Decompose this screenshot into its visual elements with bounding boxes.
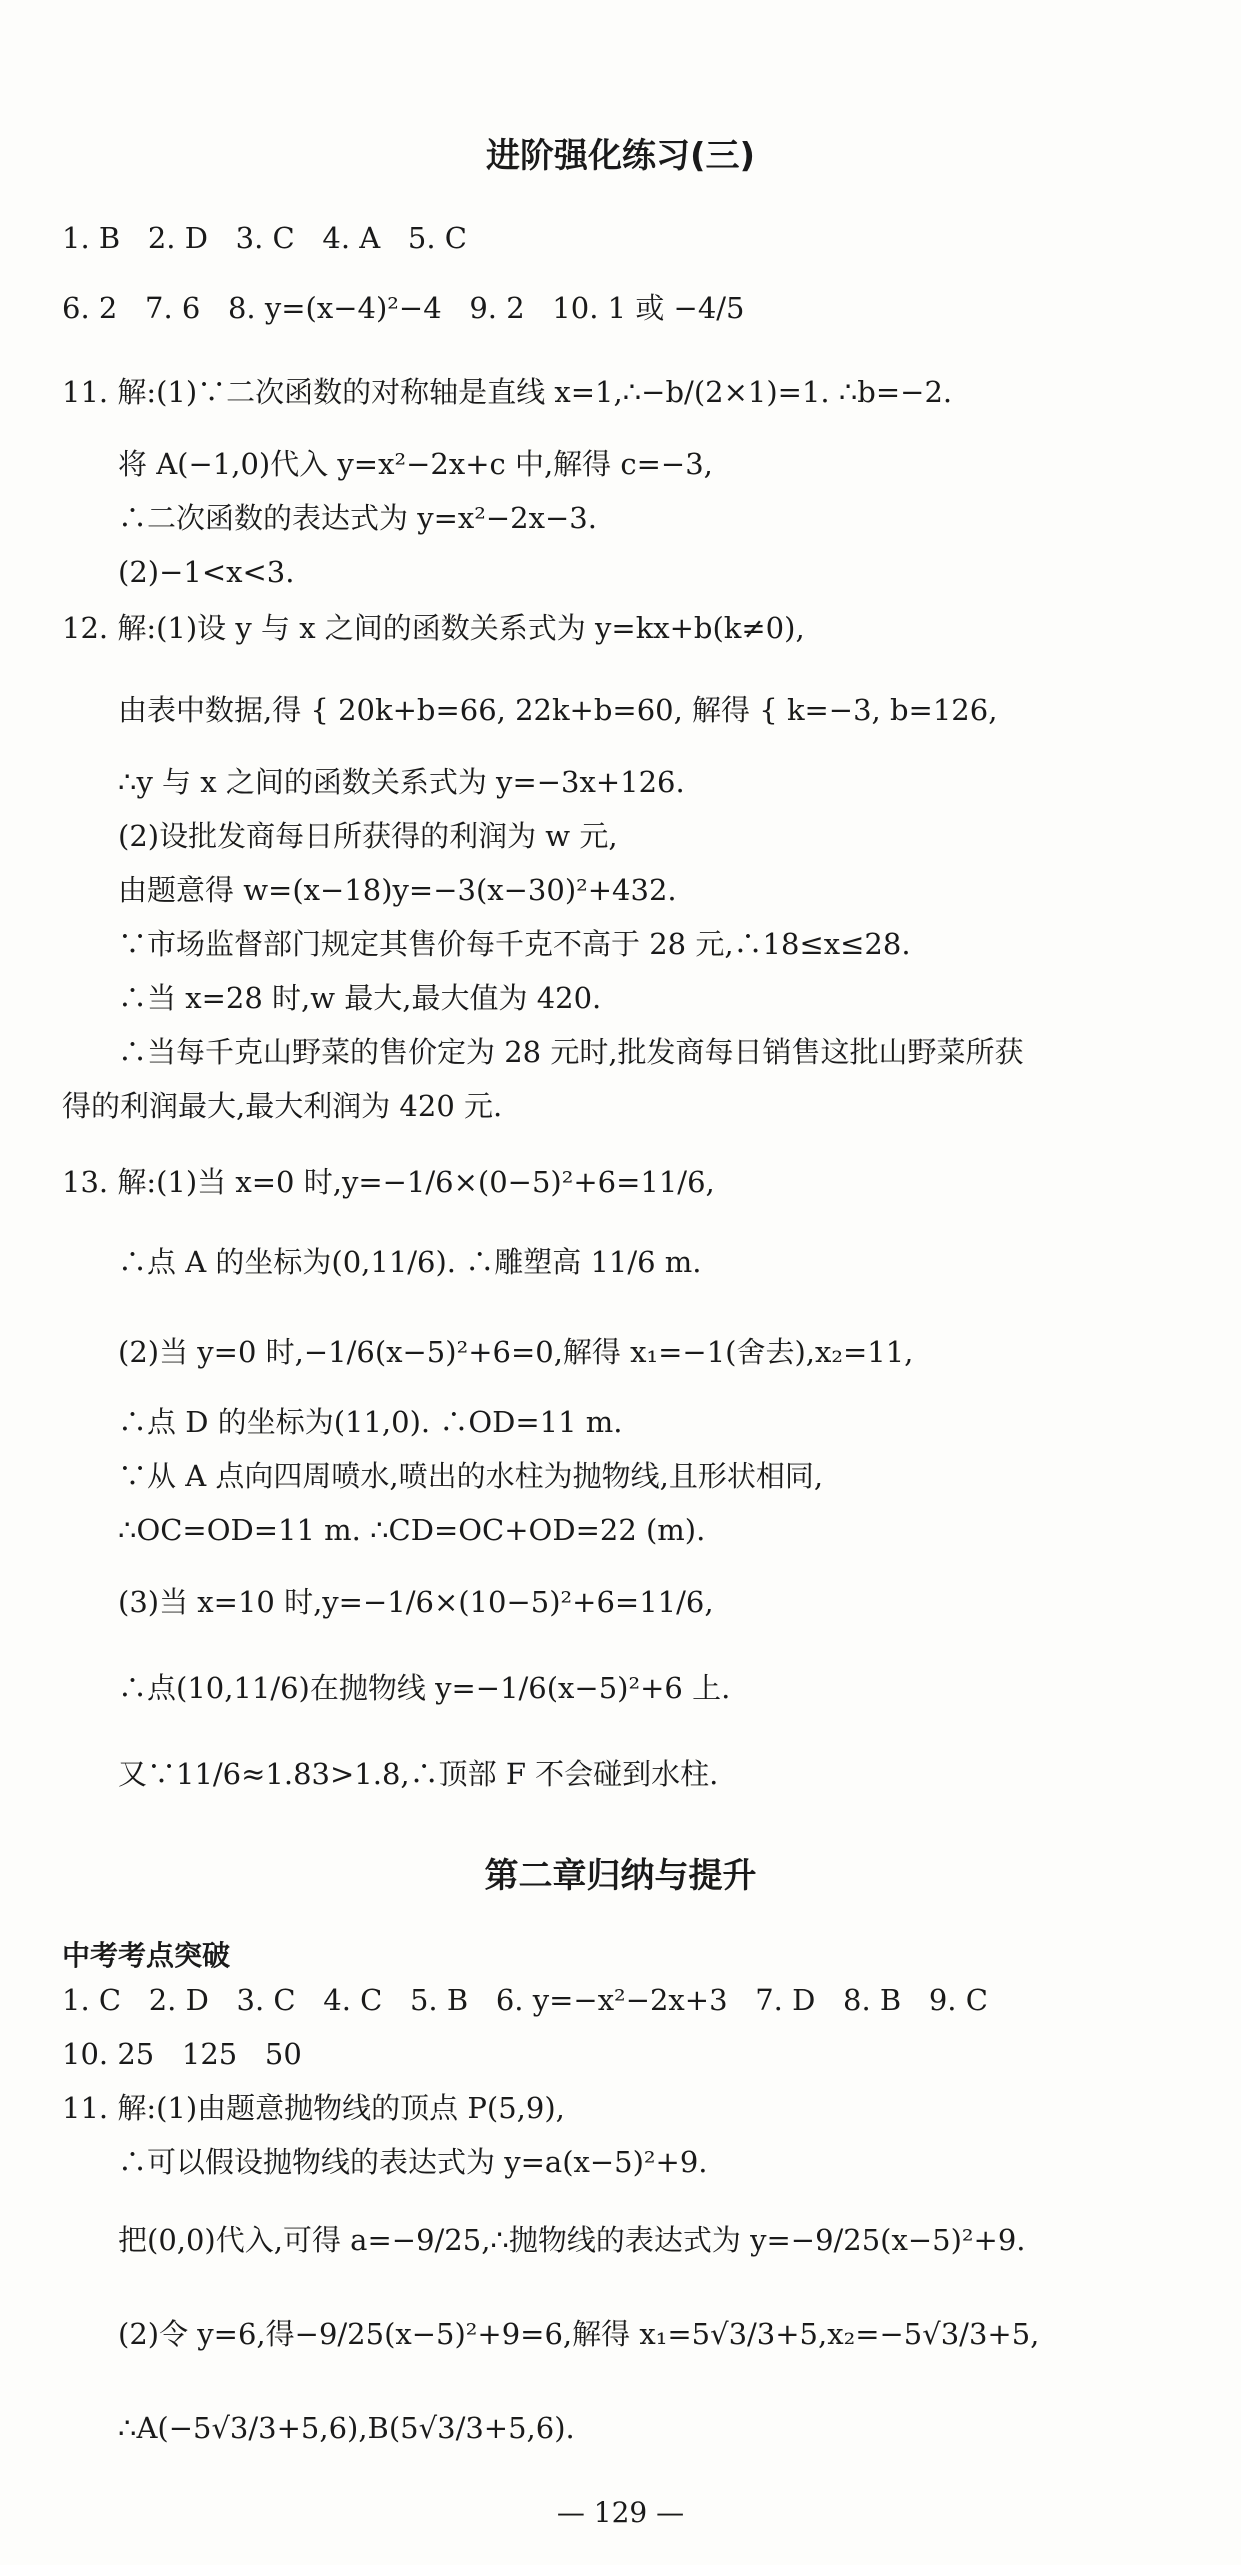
- answer-line-11: 由题意得 w=(x−18)y=−3(x−30)²+432.: [118, 873, 677, 907]
- answer-line-14: ∴当每千克山野菜的售价定为 28 元时,批发商每日销售这批山野菜所获: [118, 1035, 1024, 1069]
- answer-line-6: (2)−1<x<3.: [118, 555, 295, 589]
- answer-line-27: 11. 解:(1)由题意抛物线的顶点 P(5,9),: [62, 2091, 565, 2125]
- answer-line-10: (2)设批发商每日所获得的利润为 w 元,: [118, 819, 618, 853]
- answer-line-23: ∴点(10,11/6)在抛物线 y=−1/6(x−5)²+6 上.: [118, 1671, 731, 1705]
- answer-line-28: ∴可以假设抛物线的表达式为 y=a(x−5)²+9.: [118, 2145, 708, 2179]
- answer-line-7: 12. 解:(1)设 y 与 x 之间的函数关系式为 y=kx+b(k≠0),: [62, 611, 805, 645]
- title-advanced-practice: 进阶强化练习(三): [485, 136, 756, 176]
- answer-line-21: ∴OC=OD=11 m. ∴CD=OC+OD=22 (m).: [118, 1513, 706, 1547]
- title-chapter-summary: 第二章归纳与提升: [484, 1856, 757, 1896]
- section-exam-points: 中考考点突破: [62, 1939, 231, 1972]
- answer-line-24: 又∵11/6≈1.83>1.8,∴顶部 F 不会碰到水柱.: [118, 1757, 719, 1791]
- answer-line-22: (3)当 x=10 时,y=−1/6×(10−5)²+6=11/6,: [118, 1585, 714, 1619]
- answer-line-13: ∴当 x=28 时,w 最大,最大值为 420.: [118, 981, 602, 1015]
- answer-line-25: 1. C 2. D 3. C 4. C 5. B 6. y=−x²−2x+3 7. D 8. B 9. C: [62, 1983, 988, 2017]
- answer-line-31: ∴A(−5√3/3+5,6),B(5√3/3+5,6).: [118, 2411, 575, 2445]
- answer-line-20: ∵从 A 点向四周喷水,喷出的水柱为抛物线,且形状相同,: [118, 1459, 824, 1493]
- answer-line-30: (2)令 y=6,得−9/25(x−5)²+9=6,解得 x₁=5√3/3+5,x₂=−5√3/3+5,: [118, 2317, 1040, 2351]
- answer-line-4: 将 A(−1,0)代入 y=x²−2x+c 中,解得 c=−3,: [118, 447, 713, 481]
- answer-line-18: (2)当 y=0 时,−1/6(x−5)²+6=0,解得 x₁=−1(舍去),x₂=11,: [118, 1335, 914, 1369]
- answer-line-1: 1. B 2. D 3. C 4. A 5. C: [62, 221, 467, 255]
- answer-line-17: ∴点 A 的坐标为(0,11/6). ∴雕塑高 11/6 m.: [118, 1245, 702, 1279]
- answer-line-3: 11. 解:(1)∵二次函数的对称轴是直线 x=1,∴−b/(2×1)=1. ∴b=−2.: [62, 375, 953, 409]
- answer-line-19: ∴点 D 的坐标为(11,0). ∴OD=11 m.: [118, 1405, 623, 1439]
- answer-line-9: ∴y 与 x 之间的函数关系式为 y=−3x+126.: [118, 765, 685, 799]
- page-number: — 129 —: [556, 2496, 685, 2529]
- answer-line-8: 由表中数据,得 { 20k+b=66, 22k+b=60, 解得 { k=−3, b=126,: [118, 693, 998, 727]
- answer-line-15: 得的利润最大,最大利润为 420 元.: [62, 1089, 503, 1123]
- answer-line-12: ∵市场监督部门规定其售价每千克不高于 28 元,∴18≤x≤28.: [118, 927, 911, 961]
- answer-line-2: 6. 2 7. 6 8. y=(x−4)²−4 9. 2 10. 1 或 −4/5: [62, 291, 745, 325]
- answer-line-26: 10. 25 125 50: [62, 2037, 302, 2071]
- answer-line-5: ∴二次函数的表达式为 y=x²−2x−3.: [118, 501, 597, 535]
- answer-line-16: 13. 解:(1)当 x=0 时,y=−1/6×(0−5)²+6=11/6,: [62, 1165, 715, 1199]
- answer-line-29: 把(0,0)代入,可得 a=−9/25,∴抛物线的表达式为 y=−9/25(x−5)²+9.: [118, 2223, 1026, 2257]
